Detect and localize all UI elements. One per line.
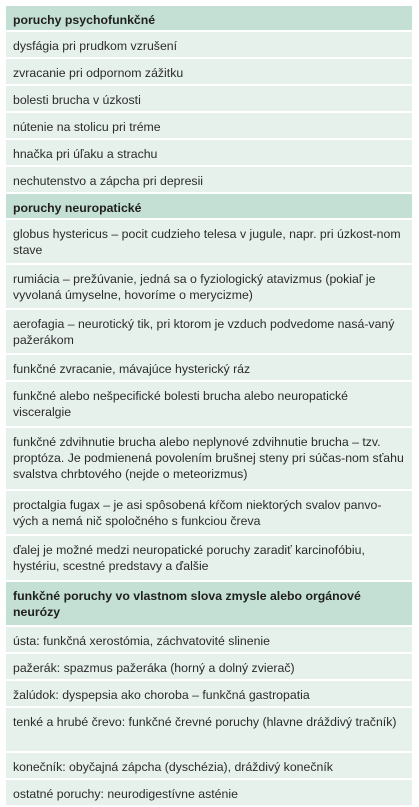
- table-row: globus hystericus – pocit cudzieho telesa v jugule, napr. pri úzkost-nom stave: [6, 220, 412, 265]
- table-row: nútenie na stolicu pri tréme: [6, 113, 412, 140]
- table-row: funkčné alebo nešpecifické bolesti brucha alebo neuropatické visceralgie: [6, 382, 412, 428]
- table-row: funkčné zvracanie, mávajúce hysterický ráz: [6, 355, 412, 382]
- table-row: aerofagia – neurotický tik, pri ktorom je vzduch podvedome nasá-vaný pažerákom: [6, 310, 412, 355]
- table-row: tenké a hrubé črevo: funkčné črevné poruchy (hlavne dráždivý tračník): [6, 708, 412, 753]
- table-row: proctalgia fugax – je asi spôsobená kŕčom niektorých svalov panvo-vých a nemá nič spoločného s funkciou čreva: [6, 491, 412, 536]
- table-row: hnačka pri úľaku a strachu: [6, 140, 412, 167]
- section-header-psychofunctional: poruchy psychofunkčné: [6, 6, 412, 32]
- table-row: ústa: funkčná xerostómia, záchvatovité slinenie: [6, 627, 412, 654]
- table-row: konečník: obyčajná zápcha (dyschézia), dráždivý konečník: [6, 753, 412, 780]
- section-header-organ-neuroses: funkčné poruchy vo vlastnom slova zmysle alebo orgánové neurózy: [6, 582, 412, 627]
- table-row: nechutenstvo a zápcha pri depresii: [6, 167, 412, 194]
- table-row: zvracanie pri odpornom zážitku: [6, 59, 412, 86]
- table-row: rumiácia – prežúvanie, jedná sa o fyziologický atavizmus (pokiaľ je vyvolaná úmyselne, hovoríme o merycizme): [6, 265, 412, 310]
- table-row: žalúdok: dyspepsia ako choroba – funkčná gastropatia: [6, 681, 412, 708]
- table-row: dysfágia pri prudkom vzrušení: [6, 32, 412, 59]
- table-row: ďalej je možné medzi neuropatické poruchy zaradiť karcinofóbiu, hystériu, scestné predstavy a ďalšie: [6, 536, 412, 582]
- table-row: bolesti brucha v úzkosti: [6, 86, 412, 113]
- table-row: pažerák: spazmus pažeráka (horný a dolný zvierač): [6, 654, 412, 681]
- table-row: funkčné zdvihnutie brucha alebo neplynové zdvihnutie brucha – tzv. proptóza. Je podmienená povolením brušnej steny pri súčas-nom sťahu svalstva chrbtového (nejde o meteorizmus): [6, 428, 412, 491]
- table-row: ostatné poruchy: neurodigestívne asténie: [6, 780, 412, 807]
- section-header-neuropathic: poruchy neuropatické: [6, 194, 412, 220]
- disorders-table: [6, 6, 412, 807]
